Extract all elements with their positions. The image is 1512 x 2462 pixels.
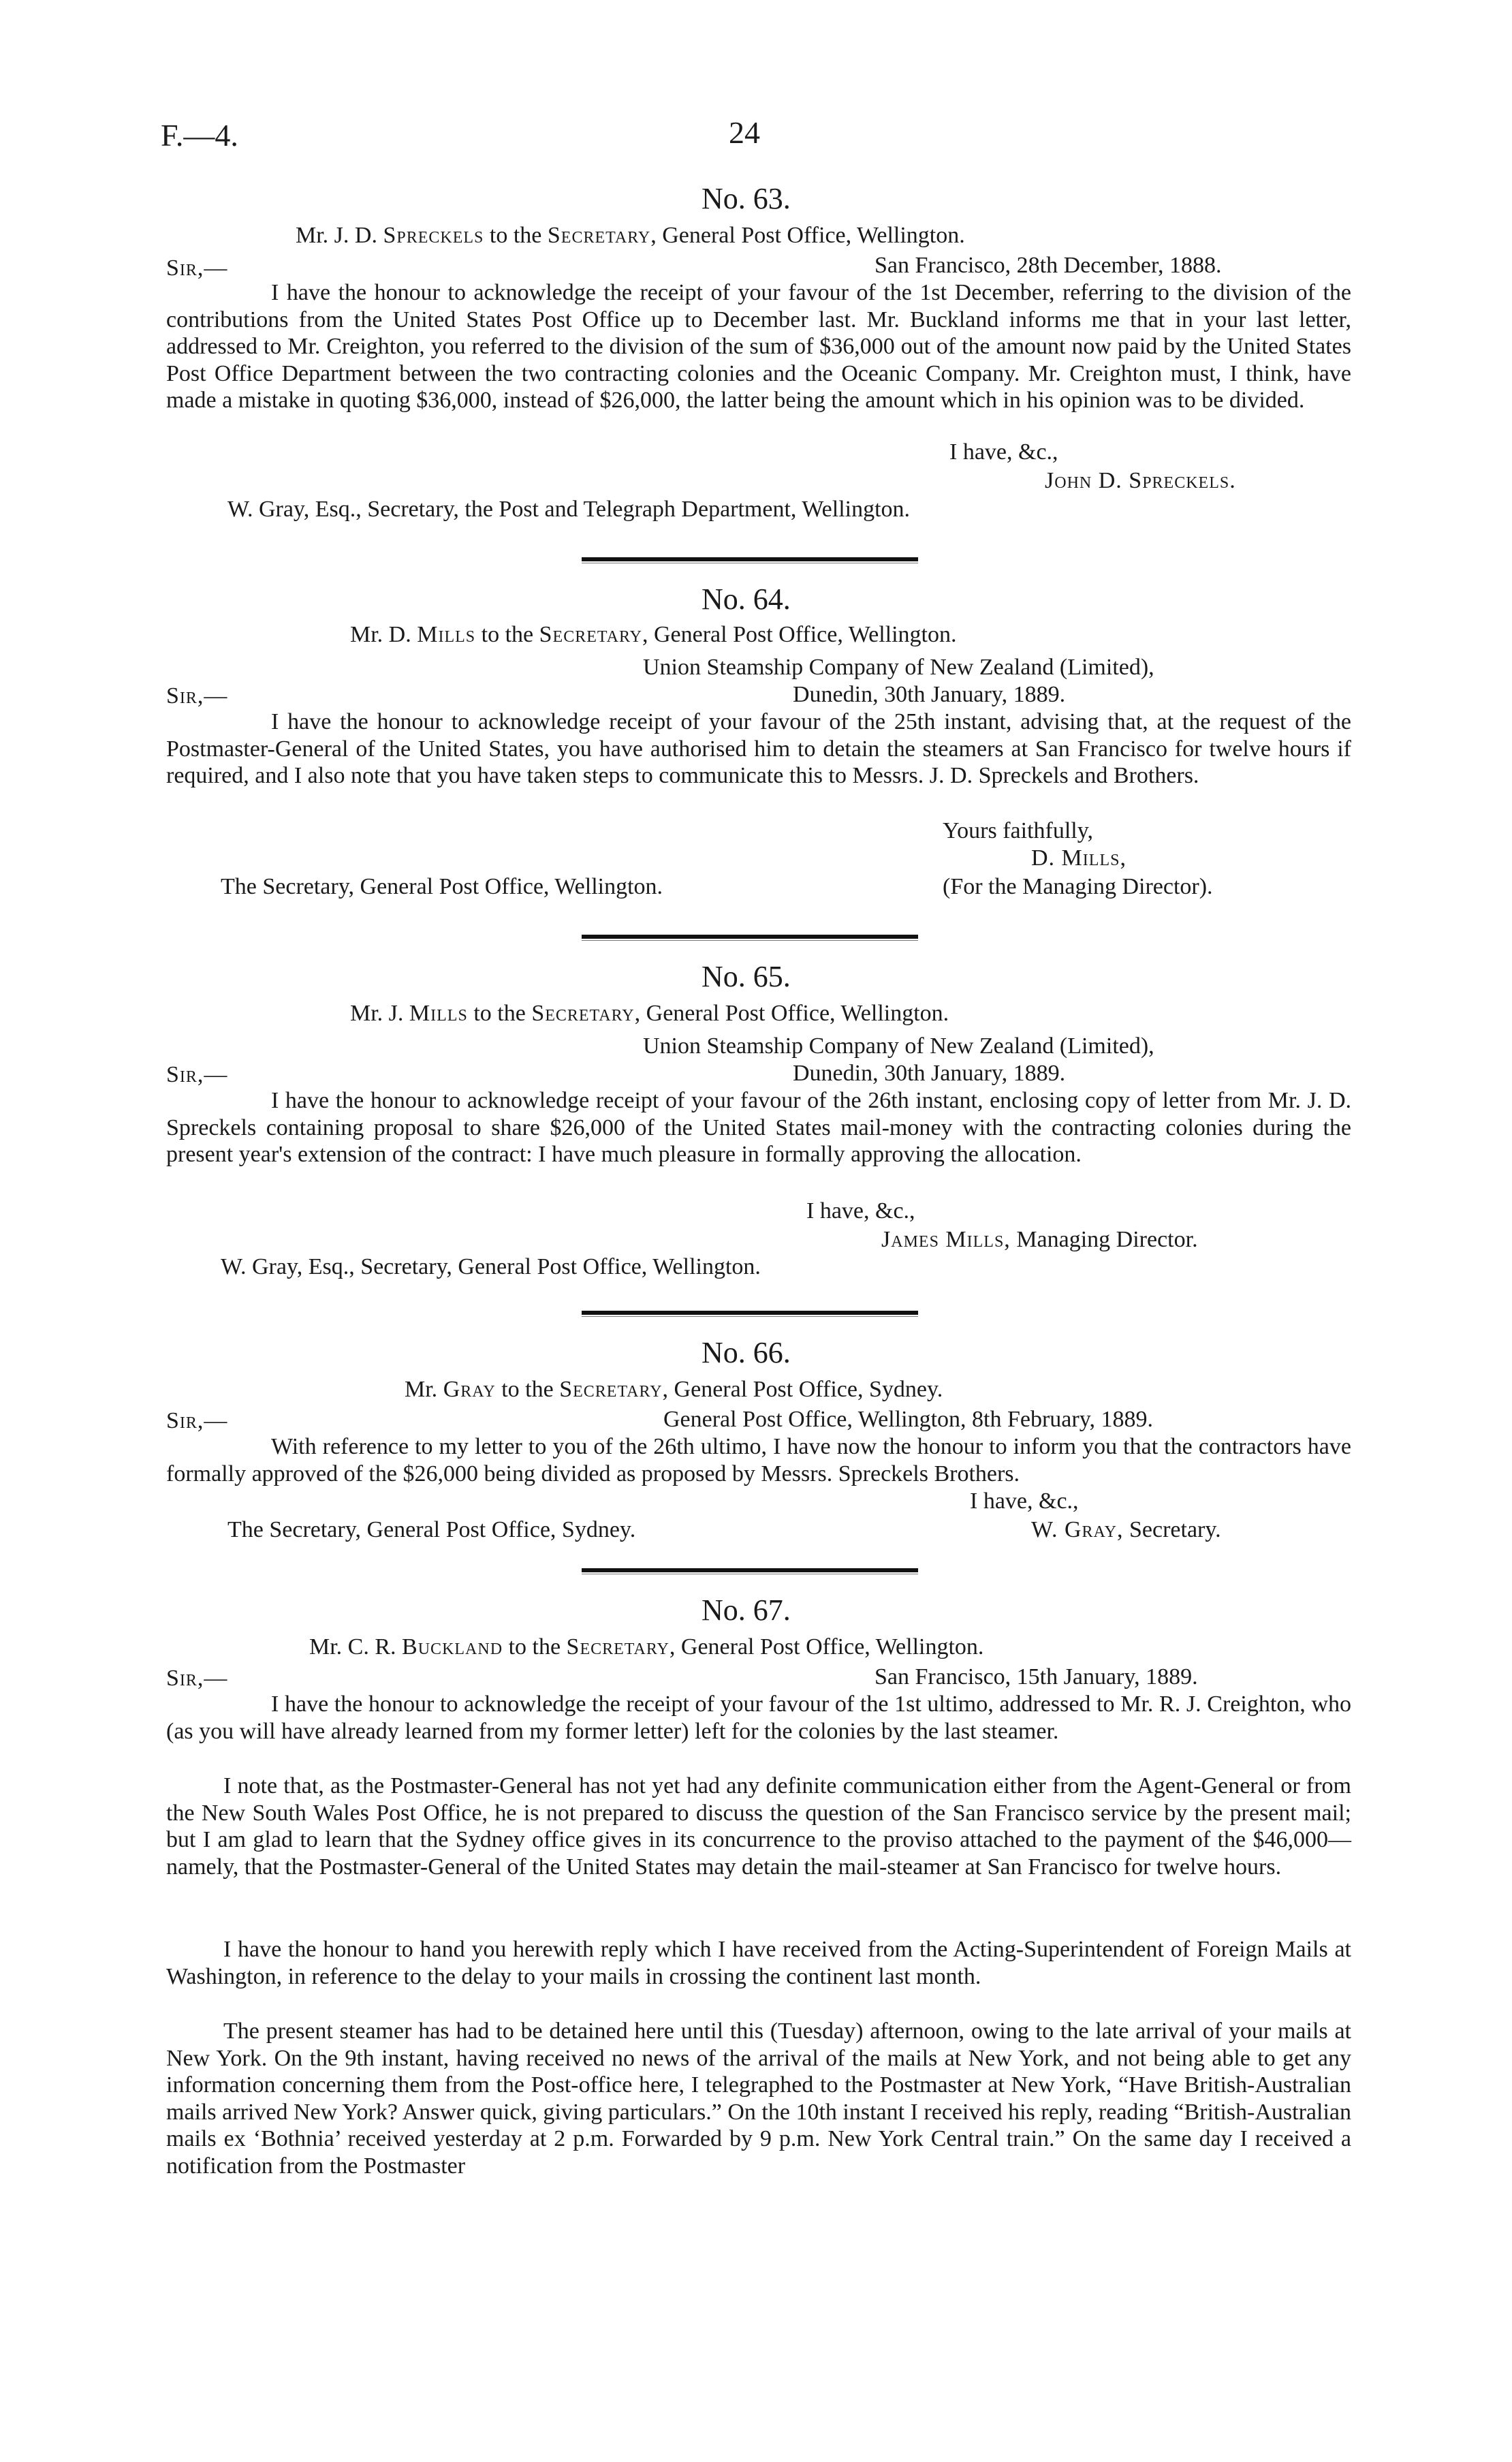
letter-64-closing: Yours faithfully,	[943, 818, 1094, 843]
letter-66-signature-line	[1031, 1516, 1221, 1544]
letter-66-signature: W. Gray,	[1031, 1517, 1124, 1542]
page-reference: F.—4.	[161, 118, 238, 153]
letter-65-closing: I have, &c.,	[806, 1198, 915, 1224]
letter-63-title: Mr. J. D. Spreckels to the Secretary, General Post Office, Wellington.	[296, 223, 965, 248]
letter-64-address-line: Dunedin, 30th January, 1889.	[793, 682, 1066, 707]
letter-63-closing: I have, &c.,	[949, 439, 1058, 465]
letter-65-salutation: Sir,—	[166, 1062, 228, 1087]
letter-66-address-line: General Post Office, Wellington, 8th February, 1889.	[663, 1407, 1153, 1432]
page-number: 24	[729, 115, 760, 150]
letter-65-signature-role: Managing Director.	[1016, 1227, 1198, 1252]
letter-67-title: Mr. C. R. Buckland to the Secretary, General Post Office, Wellington.	[309, 1634, 984, 1659]
letter-67-paragraph: I have the honour to hand you herewith reply which I have received from the Acting-Superintendent of Foreign Mails at Washington, in reference to the delay to your mails in crossing the continent last month.	[166, 1937, 1351, 1989]
letter-67-address-line: San Francisco, 15th January, 1889.	[875, 1664, 1198, 1689]
letter-66-addressee: The Secretary, General Post Office, Sydney.	[227, 1517, 636, 1542]
letter-65-address-line: Dunedin, 30th January, 1889.	[793, 1061, 1066, 1086]
section-divider	[582, 1311, 918, 1315]
letter-63-paragraph: I have the honour to acknowledge the receipt of your favour of the 1st December, referring to the division of the contributions from the United States Post Office up to December last. Mr. Buckland informs me that in your last letter, addressed to Mr. Creighton, you referred to the division of the sum of $36,000 out of the amount now paid by the United States Post Office Department between the two contracting colonies and the Oceanic Company. Mr. Creighton must, I think, have made a mistake in quoting $36,000, instead of $26,000, the latter being the amount which in his opinion was to be divided.	[166, 280, 1351, 413]
letter-64-heading: No. 64.	[702, 582, 791, 616]
letter-66-signature-role: Secretary.	[1129, 1517, 1221, 1542]
letter-63-address-line: San Francisco, 28th December, 1888.	[875, 253, 1222, 278]
letter-64-signature: D. Mills,	[1031, 845, 1127, 871]
letter-67-paragraph: The present steamer has had to be detained here until this (Tuesday) afternoon, owing to the late arrival of your mails at New York. On the 9th instant, having received no news of the arrival of the mails at New York, and not being able to get any information concerning them from the Post-office here, I telegraphed to the Postmaster at New York, “Have British-Australian mails arrived New York? Answer quick, giving particulars.” On the 10th instant I received his reply, reading “British-Australian mails ex ‘Bothnia’ received yesterday at 2 p.m. Forwarded by 9 p.m. New York Central train.” On the same day I received a notification from the Postmaster	[166, 2019, 1351, 2179]
letter-67-paragraph: I have the honour to acknowledge the receipt of your favour of the 1st ultimo, addressed to Mr. R. J. Creighton, who (as you will have already learned from my former letter) left for the colonies by the last steamer.	[166, 1692, 1351, 1744]
letter-64-salutation: Sir,—	[166, 683, 228, 708]
letter-64-signature-note: (For the Managing Director).	[943, 874, 1213, 899]
letter-66-heading: No. 66.	[702, 1336, 791, 1369]
letter-66-title: Mr. Gray to the Secretary, General Post Office, Sydney.	[405, 1377, 943, 1402]
letter-64-paragraph: I have the honour to acknowledge receipt of your favour of the 25th instant, advising that, at the request of the Postmaster-General of the United States, you have authorised him to detain the steamers at San Francisco for twelve hours if required, and I also note that you have taken steps to communicate this to Messrs. J. D. Spreckels and Brothers.	[166, 709, 1351, 788]
letter-65-paragraph: I have the honour to acknowledge receipt of your favour of the 26th instant, enclosing copy of letter from Mr. J. D. Spreckels containing proposal to share $26,000 of the United States mail-money with the contracting colonies during the present year's extension of the contract: I have much pleasure in formally approving the allocation.	[166, 1088, 1351, 1167]
letter-66-salutation: Sir,—	[166, 1408, 228, 1433]
letter-66-closing: I have, &c.,	[970, 1489, 1079, 1514]
letter-64-addressee: The Secretary, General Post Office, Wellington.	[221, 874, 663, 899]
letter-65-signature-line	[881, 1226, 1198, 1253]
letter-64-address-line: Union Steamship Company of New Zealand (Limited),	[643, 655, 1154, 680]
letter-63-salutation: Sir,—	[166, 255, 228, 281]
section-divider	[582, 1568, 918, 1572]
letter-67-heading: No. 67.	[702, 1593, 791, 1627]
letter-64-title: Mr. D. Mills to the Secretary, General Post Office, Wellington.	[350, 622, 957, 647]
letter-67-salutation: Sir,—	[166, 1666, 228, 1691]
letter-63-signature: John D. Spreckels.	[1045, 468, 1236, 493]
section-divider	[582, 557, 918, 561]
letter-65-title: Mr. J. Mills to the Secretary, General Post Office, Wellington.	[350, 1001, 949, 1026]
letter-65-signature: James Mills,	[881, 1227, 1011, 1252]
letter-63-heading: No. 63.	[702, 182, 791, 215]
letter-67-paragraph: I note that, as the Postmaster-General has not yet had any definite communication either from the Agent-General or from the New South Wales Post Office, he is not prepared to discuss the question of the San Francisco service by the present mail; but I am glad to learn that the Sydney office gives in its concurrence to the proviso attached to the payment of the $46,000—namely, that the Postmaster-General of the United States may detain the mail-steamer at San Francisco for twelve hours.	[166, 1773, 1351, 1880]
letter-63-addressee: W. Gray, Esq., Secretary, the Post and Telegraph Department, Wellington.	[227, 497, 911, 522]
section-divider	[582, 935, 918, 939]
letter-65-address-line: Union Steamship Company of New Zealand (Limited),	[643, 1033, 1154, 1059]
letter-66-paragraph: With reference to my letter to you of the 26th ultimo, I have now the honour to inform you that the contractors have formally approved of the $26,000 being divided as proposed by Messrs. Spreckels Brothers.	[166, 1434, 1351, 1486]
letter-65-addressee: W. Gray, Esq., Secretary, General Post Office, Wellington.	[221, 1254, 761, 1279]
letter-65-heading: No. 65.	[702, 960, 791, 993]
